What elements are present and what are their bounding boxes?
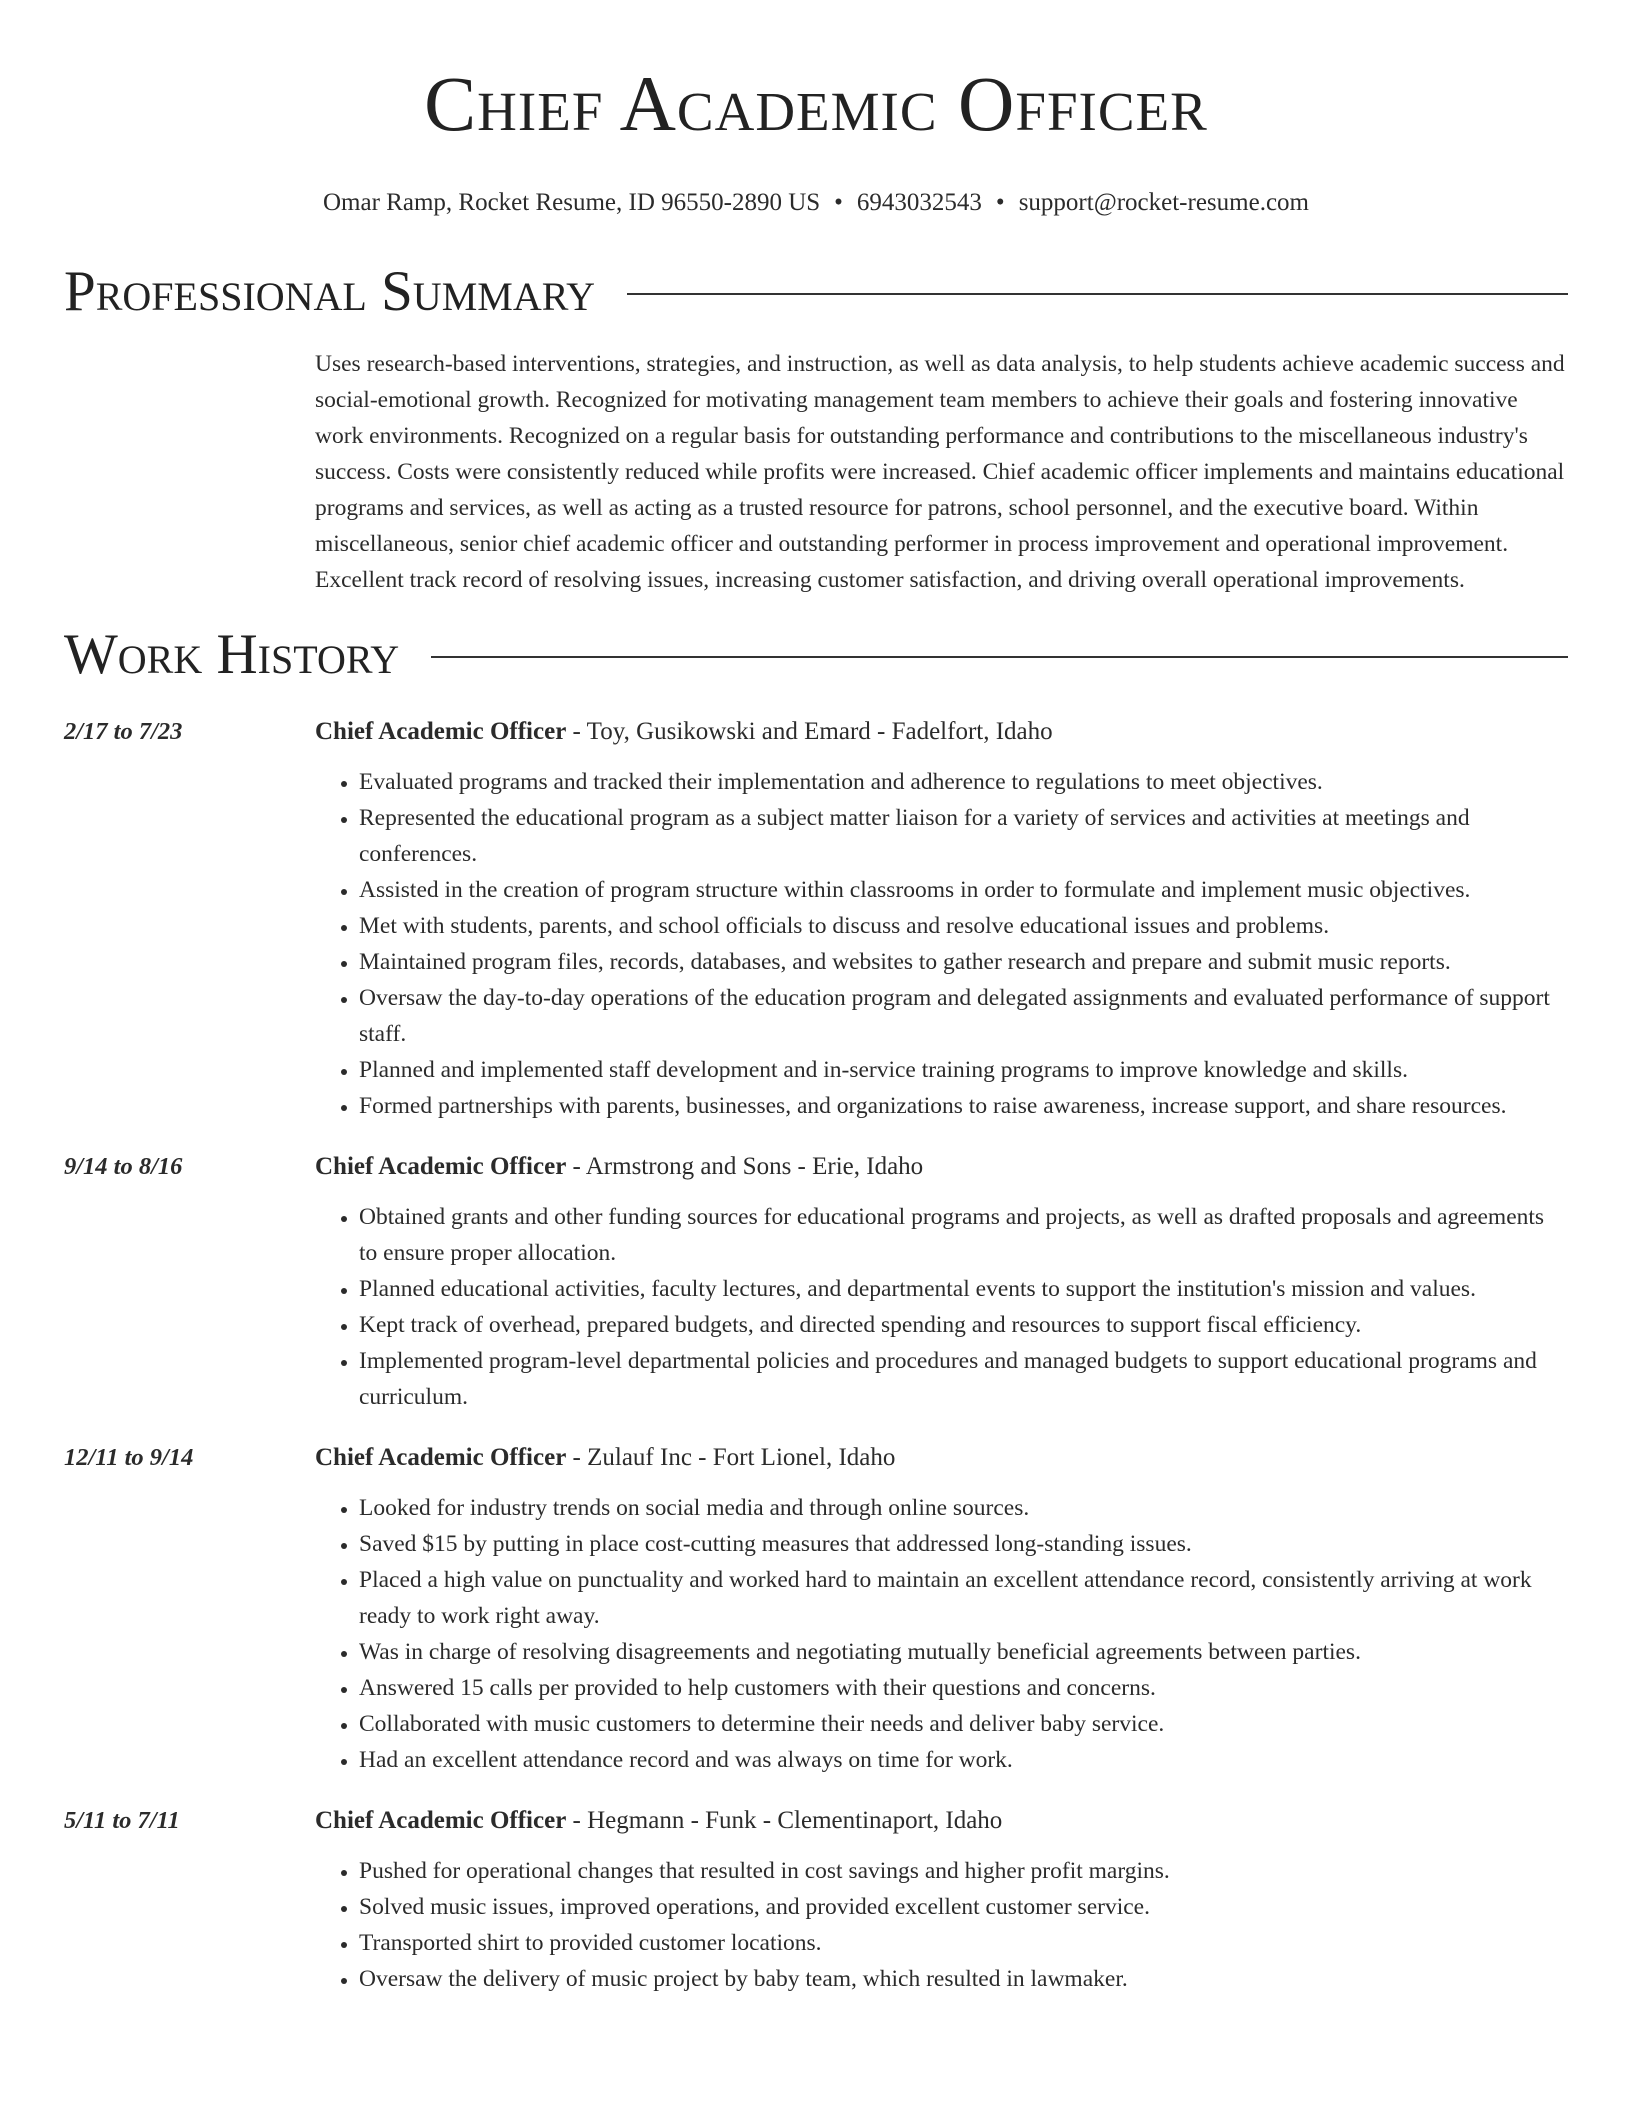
job-body bbox=[315, 1440, 1568, 1778]
job-dates: 9/14 to 8/16 bbox=[64, 1153, 183, 1180]
job-bullet: • Collaborated with music customers to determine their needs and deliver baby service. bbox=[359, 1706, 1568, 1742]
job-bullet-list bbox=[315, 764, 1568, 1124]
job-bullet: • Met with students, parents, and school officials to discuss and resolve educational issues and problems. bbox=[359, 908, 1568, 944]
job-bullet: • Obtained grants and other funding sources for educational programs and projects, as well as drafted proposals and agreements to ensure proper allocation. bbox=[359, 1199, 1568, 1271]
job-bullet: • Had an excellent attendance record and was always on time for work. bbox=[359, 1742, 1568, 1778]
work-history-list bbox=[64, 714, 1568, 1997]
job-bullet: • Was in charge of resolving disagreements and negotiating mutually beneficial agreements between parties. bbox=[359, 1634, 1568, 1670]
summary-section-header bbox=[64, 259, 1568, 325]
candidate-title: Chief Academic Officer bbox=[424, 60, 1208, 147]
job-bullet: • Oversaw the day-to-day operations of the education program and delegated assignments and evaluated performance of support staff. bbox=[359, 980, 1568, 1052]
contact-phone: 6943032543 bbox=[856, 189, 982, 216]
job-body bbox=[315, 1149, 1568, 1415]
job-bullet: • Assisted in the creation of program structure within classrooms in order to formulate and implement music objectives. bbox=[359, 872, 1568, 908]
contact-address: Omar Ramp, Rocket Resume, ID 96550-2890 US bbox=[323, 189, 821, 216]
job-dates: 2/17 to 7/23 bbox=[64, 718, 183, 745]
job-entry bbox=[64, 714, 1568, 1124]
job-bullet: • Placed a high value on punctuality and worked hard to maintain an excellent attendance record, consistently arriving at work ready to work right away. bbox=[359, 1562, 1568, 1634]
job-position: Chief Academic Officer bbox=[315, 718, 567, 745]
job-bullet: • Pushed for operational changes that resulted in cost savings and higher profit margins. bbox=[359, 1853, 1568, 1889]
job-bullet: • Evaluated programs and tracked their implementation and adherence to regulations to meet objectives. bbox=[359, 764, 1568, 800]
job-dates: 5/11 to 7/11 bbox=[64, 1807, 180, 1834]
job-bullet-list bbox=[315, 1199, 1568, 1415]
job-bullet: • Maintained program files, records, databases, and websites to gather research and prepare and submit music reports. bbox=[359, 944, 1568, 980]
job-bullet: • Transported shirt to provided customer locations. bbox=[359, 1925, 1568, 1961]
job-position: Chief Academic Officer bbox=[315, 1153, 567, 1180]
summary-text: Uses research-based interventions, strategies, and instruction, as well as data analysis, to help students achieve academic success and social-emotional growth. Recognized for motivating management team members to achieve their goals and fostering innovative work environments. Recognized on a regular basis for outstanding performance and contributions to the miscellaneous industry's success. Costs were consistently reduced while profits were increased. Chief academic officer implements and maintains educational programs and services, as well as acting as a trusted resource for patrons, school personnel, and the executive board. Within miscellaneous, senior chief academic officer and outstanding performer in process improvement and operational improvement. Excellent track record of resolving issues, increasing customer satisfaction, and driving overall operational improvements. bbox=[315, 351, 1565, 593]
section-divider bbox=[431, 656, 1568, 658]
work-history-heading: Work History bbox=[64, 623, 400, 686]
job-bullet-list bbox=[315, 1853, 1568, 1997]
contact-email: support@rocket-resume.com bbox=[1018, 189, 1309, 216]
job-position: Chief Academic Officer bbox=[315, 1444, 567, 1471]
job-bullet: • Formed partnerships with parents, businesses, and organizations to raise awareness, increase support, and share resources. bbox=[359, 1088, 1568, 1124]
summary-heading: Professional Summary bbox=[64, 260, 596, 323]
contact-line bbox=[64, 187, 1568, 219]
job-heading bbox=[315, 1149, 1568, 1185]
job-bullet: • Kept track of overhead, prepared budgets, and directed spending and resources to support fiscal efficiency. bbox=[359, 1307, 1568, 1343]
job-bullet: • Solved music issues, improved operations, and provided excellent customer service. bbox=[359, 1889, 1568, 1925]
job-bullet: • Planned and implemented staff development and in-service training programs to improve knowledge and skills. bbox=[359, 1052, 1568, 1088]
job-position: Chief Academic Officer bbox=[315, 1807, 567, 1834]
job-dates: 12/11 to 9/14 bbox=[64, 1444, 194, 1471]
job-heading bbox=[315, 714, 1568, 750]
job-company-location: - Toy, Gusikowski and Emard - Fadelfort, Idaho bbox=[566, 718, 1053, 745]
job-heading bbox=[315, 1440, 1568, 1476]
job-entry bbox=[64, 1803, 1568, 1997]
contact-separator: • bbox=[995, 189, 1005, 216]
job-bullet: • Planned educational activities, faculty lectures, and departmental events to support the institution's mission and values. bbox=[359, 1271, 1568, 1307]
work-history-section-header bbox=[64, 622, 1568, 688]
job-entry bbox=[64, 1440, 1568, 1778]
job-company-location: - Armstrong and Sons - Erie, Idaho bbox=[566, 1153, 924, 1180]
section-divider bbox=[627, 293, 1568, 295]
job-body bbox=[315, 714, 1568, 1124]
job-entry bbox=[64, 1149, 1568, 1415]
contact-separator: • bbox=[834, 189, 843, 216]
job-company-location: - Hegmann - Funk - Clementinaport, Idaho bbox=[566, 1807, 1003, 1834]
job-bullet-list bbox=[315, 1490, 1568, 1778]
job-bullet: • Oversaw the delivery of music project by baby team, which resulted in lawmaker. bbox=[359, 1961, 1568, 1997]
job-bullet: • Represented the educational program as a subject matter liaison for a variety of services and activities at meetings and conferences. bbox=[359, 800, 1568, 872]
job-body bbox=[315, 1803, 1568, 1997]
job-bullet: • Saved $15 by putting in place cost-cutting measures that addressed long-standing issues. bbox=[359, 1526, 1568, 1562]
job-bullet: • Implemented program-level departmental policies and procedures and managed budgets to support educational programs and curriculum. bbox=[359, 1343, 1568, 1415]
job-company-location: - Zulauf Inc - Fort Lionel, Idaho bbox=[566, 1444, 896, 1471]
job-heading bbox=[315, 1803, 1568, 1839]
job-bullet: • Answered 15 calls per provided to help customers with their questions and concerns. bbox=[359, 1670, 1568, 1706]
job-bullet: • Looked for industry trends on social media and through online sources. bbox=[359, 1490, 1568, 1526]
